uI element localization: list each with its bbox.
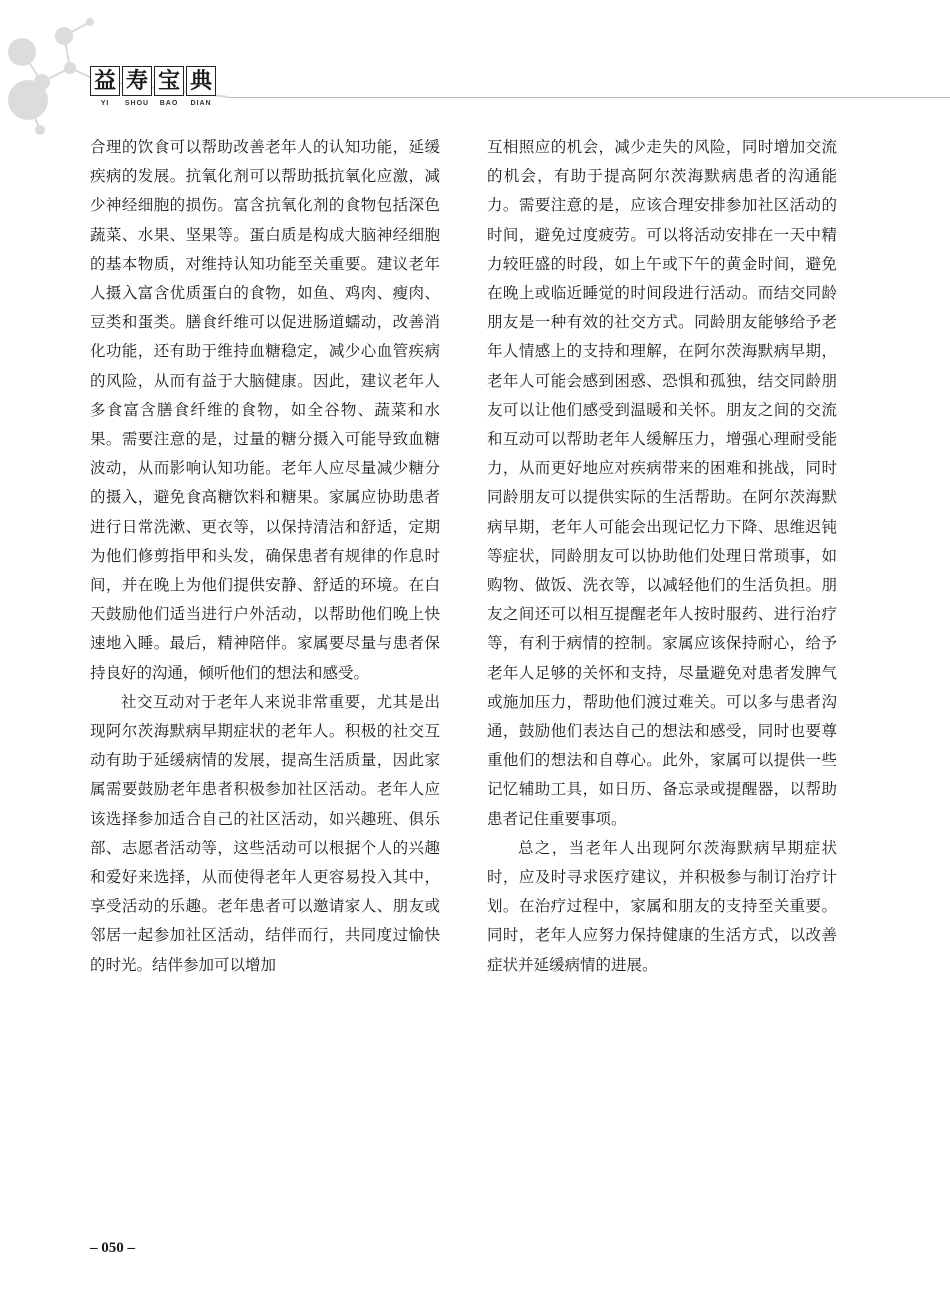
pinyin-label: SHOU bbox=[124, 100, 150, 107]
masthead-pinyin bbox=[90, 100, 216, 107]
header-divider bbox=[228, 97, 950, 98]
pinyin-label: BAO bbox=[159, 100, 179, 107]
magazine-masthead bbox=[90, 66, 216, 107]
masthead-char: 寿 bbox=[122, 66, 152, 96]
masthead-char: 益 bbox=[90, 66, 120, 96]
masthead-char: 典 bbox=[186, 66, 216, 96]
paragraph: 合理的饮食可以帮助改善老年人的认知功能，延缓疾病的发展。抗氧化剂可以帮助抵抗氧化应激，减少神经细胞的损伤。富含抗氧化剂的食物包括深色蔬菜、水果、坚果等。蛋白质是构成大脑神经细胞的基本物质，对维持认知功能至关重要。建议老年人摄入富含优质蛋白的食物，如鱼、鸡肉、瘦肉、豆类和蛋类。膳食纤维可以促进肠道蠕动，改善消化功能，还有助于维持血糖稳定，减少心血管疾病的风险，从而有益于大脑健康。因此，建议老年人多食富含膳食纤维的食物，如全谷物、蔬菜和水果。需要注意的是，过量的糖分摄入可能导致血糖波动，从而影响认知功能。老年人应尽量减少糖分的摄入，避免食高糖饮料和糖果。家属应协助患者进行日常洗漱、更衣等，以保持清洁和舒适，定期为他们修剪指甲和头发，确保患者有规律的作息时间，并在晚上为他们提供安静、舒适的环境。在白天鼓励他们适当进行户外活动，以帮助他们晚上快速地入睡。最后，精神陪伴。家属要尽量与患者保持良好的沟通，倾听他们的想法和感受。 bbox=[90, 138, 440, 682]
paragraph: 互相照应的机会，减少走失的风险，同时增加交流的机会，有助于提高阿尔茨海默病患者的沟通能力。需要注意的是，应该合理安排参加社区活动的时间，避免过度疲劳。可以将活动安排在一天中精力较旺盛的时段，如上午或下午的黄金时间，避免在晚上或临近睡觉的时间段进行活动。而结交同龄朋友是一种有效的社交方式。同龄朋友能够给予老年人情感上的支持和理解，在阿尔茨海默病早期，老年人可能会感到困惑、恐惧和孤独，结交同龄朋友可以让他们感受到温暖和关怀。朋友之间的交流和互动可以帮助老年人缓解压力，增强心理耐受能力，从而更好地应对疾病带来的困难和挑战，同时同龄朋友可以提供实际的生活帮助。在阿尔茨海默病早期，老年人可能会出现记忆力下降、思维迟钝等症状，同龄朋友可以协助他们处理日常琐事，如购物、做饭、洗衣等，以减轻他们的生活负担。朋友之间还可以相互提醒老年人按时服药、进行治疗等，有利于病情的控制。家属应该保持耐心，给予老年人足够的关怀和支持，尽量避免对患者发脾气或施加压力，帮助他们渡过难关。可以多与患者沟通，鼓励他们表达自己的想法和感受，同时也要尊重他们的想法和自尊心。此外，家属可以提供一些记忆辅助工具，如日历、备忘录或提醒器，以帮助患者记住重要事项。 bbox=[487, 138, 837, 828]
page-number: – 050 – bbox=[90, 1240, 135, 1256]
pinyin-label: DIAN bbox=[190, 100, 212, 107]
paragraph: 社交互动对于老年人来说非常重要，尤其是出现阿尔茨海默病早期症状的老年人。积极的社交互动有助于延缓病情的发展，提高生活质量，因此家属需要鼓励老年患者积极参加社区活动。老年人应该选择参加适合自己的社区活动，如兴趣班、俱乐部、志愿者活动等，这些活动可以根据个人的兴趣和爱好来选择，从而使得老年人更容易投入其中，享受活动的乐趣。老年患者可以邀请家人、朋友或邻居一起参加社区活动，结伴而行，共同度过愉快的时光。结伴参加可以增加 bbox=[90, 692, 440, 974]
right-column bbox=[487, 133, 837, 980]
masthead-title bbox=[90, 66, 216, 96]
paragraph: 总之，当老年人出现阿尔茨海默病早期症状时，应及时寻求医疗建议，并积极参与制订治疗计划。在治疗过程中，家属和朋友的支持至关重要。同时，老年人应努力保持健康的生活方式，以改善症状并延缓病情的进展。 bbox=[487, 838, 837, 974]
masthead-char: 宝 bbox=[154, 66, 184, 96]
left-column bbox=[90, 133, 440, 980]
pinyin-label: YI bbox=[100, 100, 110, 107]
